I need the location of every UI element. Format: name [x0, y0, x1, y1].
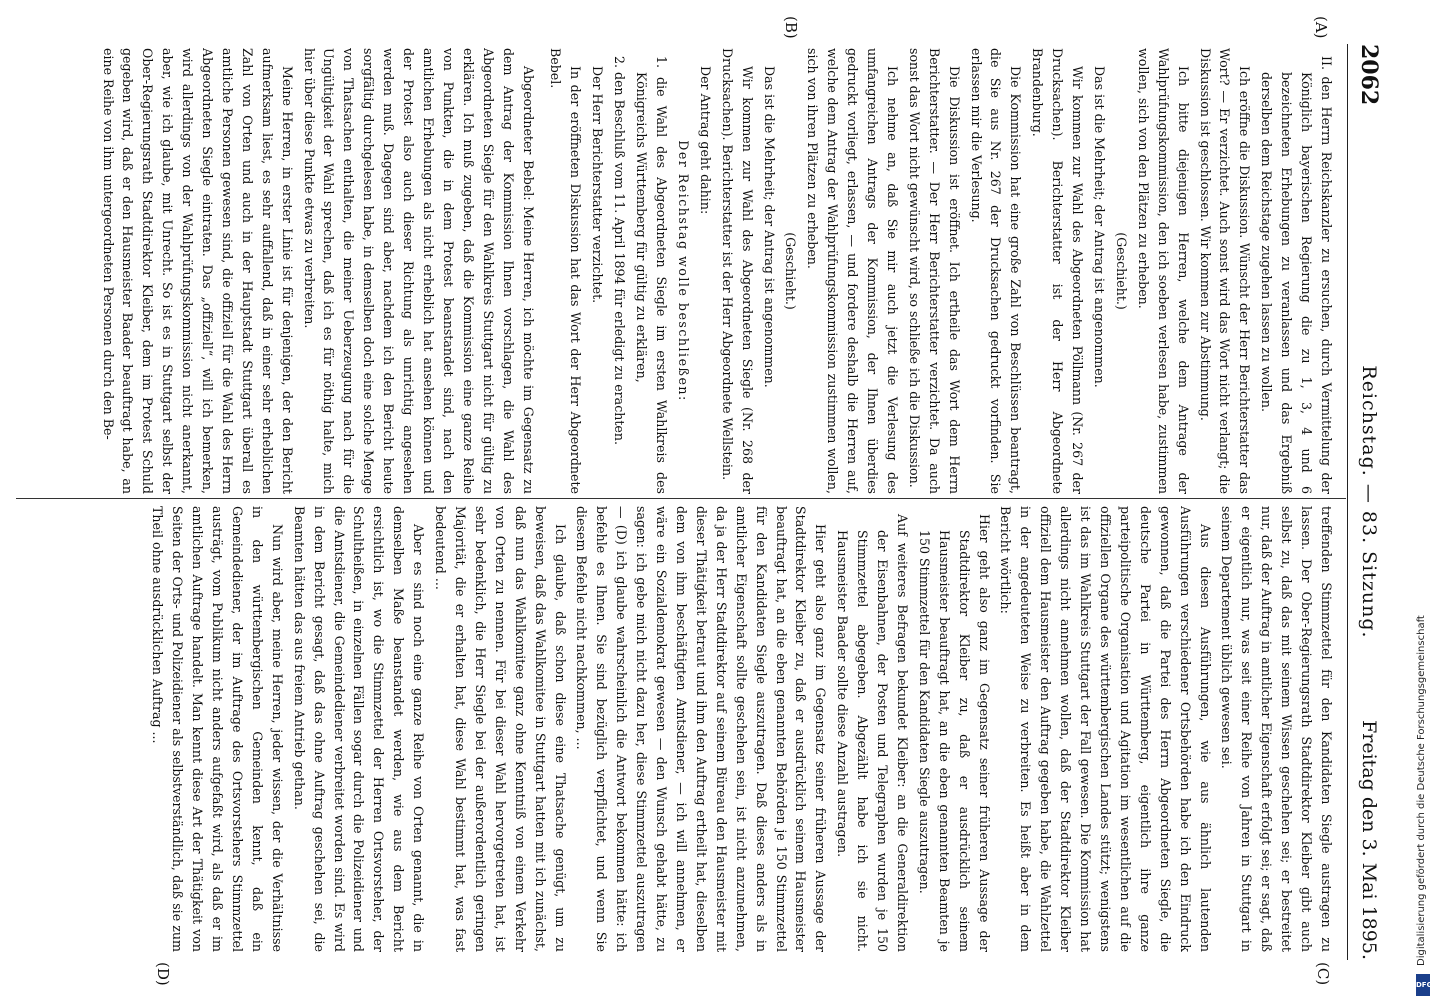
paragraph: Die Diskussion ist eröffnet. Ich ertheile das Wort dem Herrn Berichterstatter. — Der Herr Berichterstatter verzichtet. Da auch sonst das Wort nicht gewünscht wird, so schließe ich die Diskussion.	[906, 48, 962, 494]
paragraph: Der Antrag geht dahin:	[697, 66, 713, 215]
stage-direction: (Geschieht.)	[1113, 232, 1129, 310]
digitization-footer	[1414, 0, 1432, 1000]
margin-marker-d: (D)	[154, 962, 172, 986]
stage-direction: (Geschieht.)	[783, 232, 799, 310]
speech-paragraph: Abgeordneter Bebel: Meine Herren, ich möchte im Gegensatz zu dem Antrag der Kommission Ihnen vorschlagen, die Wahl des Abgeordneten Siegle für den Wahlkreis Stuttgart nicht für gültig zu erklären. Ich muß zugeben, daß die Kommission eine ganze Reihe von Punkten, die in dem Protest beanstandet sind, nach den amtlichen Erhebungen als nicht erheblich hat ansehen können und der Protest also auch dieser Richtung als unrichtig angesehen werden muß. Dagegen sind aber, nachdem ich den Bericht heute sorgfältig durchgelesen habe, in demselben doch eine solche Menge von Thatsachen enthalten, die meiner Ueberzeugung nach für die Ungültigkeit der Wahl sprechen, daß ich es für nöthig halte, mich hier über diese Punkte etwas zu verbreiten.	[301, 48, 536, 494]
margin-marker-b: (B)	[782, 16, 800, 39]
left-column	[36, 48, 1336, 494]
paragraph: Wir kommen zur Wahl des Abgeordneten Pöllmann (Nr. 267 der Drucksachen). Berichterstatter ist der Herr Abgeordnete Brandenburg.	[1030, 48, 1086, 494]
page-title: Reichstag. — 83. Sitzung.	[1358, 365, 1380, 639]
paragraph: Aber es sind noch eine ganze Reihe von Orten genannt, die in demselben Maße beanstandet werden, wie aus dem Bericht ersichtlich ist, wo die Stimmzettel der Herren Ortsvorsteher, der Schultheißen, in einzelnen Fällen sogar durch die Polizeidiener und die Amtsdiener, die Gemeindediener verbreitet worden sind. Es wird in dem Bericht gesagt, daß das ohne Auftrag geschehen sei, die Beamten hätten das aus freiem Antrieb gethan.	[291, 506, 427, 952]
paragraph: Das ist die Mehrheit; der Antrag ist angenommen.	[761, 66, 777, 388]
right-column	[36, 506, 1336, 952]
paragraph: Ich glaube, daß schon diese eine Thatsache genügt, um zu beweisen, daß das Wahlkomitee in Stuttgart hatten mit ich zunächst, daß nun das Wahlkomitee ganz ohne Kenntniß von einem Verkehr von Orten zu nennen. Für bei dieser Wahl hervorgetreten hat, ist sehr bedenklich, die Herr Siegle bei der außerordentlich geringen Majorität, die er erhalten hat, diese Wahl bestimmt hat, was fast bedeutend ...	[433, 506, 568, 952]
paragraph: In der eröffneten Diskussion hat das Wort der Herr Abgeordnete Bebel.	[548, 48, 584, 494]
paragraph: Ich eröffne die Diskussion. Wünscht der Herr Berichterstatter das Wort? — Er verzichtet. Auch sonst wird das Wort nicht verlangt; die Diskussion ist geschlossen. Wir kommen zur Abstimmung.	[1197, 48, 1253, 494]
dfg-logo: DFG	[1416, 974, 1430, 996]
paragraph: Die Kommission hat eine große Zahl von Beschlüssen beantragt, die Sie aus Nr. 267 der Drucksachen gedruckt vorfinden. Sie erlassen mir die Verlesung.	[968, 48, 1024, 494]
paragraph: Ich nehme an, daß Sie mir auch jetzt die Verlesung des umfangreichen Antrags der Kommission, der Ihnen überdies gedruckt vorliegt, erlassen, — und fordere deshalb die Herren auf, welche dem Antrag der Wahlprüfungskommission zustimmen wollen, sich von ihren Plätzen zu erheben.	[805, 48, 900, 494]
motion-heading: Der Reichstag wolle beschließen:	[675, 140, 691, 402]
session-date: Freitag den 3. Mai 1895.	[1358, 720, 1380, 960]
page-header	[1347, 44, 1388, 960]
paragraph: Das ist die Mehrheit; der Antrag ist angenommen.	[1092, 66, 1108, 388]
column-divider	[16, 498, 1346, 499]
paragraph: II. den Herrn Reichskanzler zu ersuchen, durch Vermittelung der Königlich bayerischen Regierung die zu 1, 3, 4 und 6 bezeichneten Erhebungen zu veranlassen und das Ergebniß derselben dem Reichstage zugehen lassen zu wollen.	[1259, 56, 1334, 494]
motion-item: 1. die Wahl des Abgeordneten Siegle im ersten Wahlkreis des Königreichs Württemberg für gültig zu erklären,	[634, 56, 669, 494]
motion-item: 2. den Beschluß vom 11. April 1894 für erledigt zu erachten.	[612, 56, 628, 445]
page-number: 2062	[1356, 44, 1382, 106]
paragraph: treffenden Stimmzettel für den Kandidaten Siegle austragen zu lassen. Der Ober-Regierungsrath Stadtdirektor Kleiber gibt auch selbst zu, daß das mit seinem Wissen geschehen sei; er bestreitet nur, daß der Auftrag in amtlicher Eigenschaft erfolgt sei; er sagt, daß er eigentlich nur, was seit einer Reihe von Jahren in Stuttgart in seinem Departement üblich gewesen sei.	[1219, 506, 1334, 952]
margin-marker-c: (C)	[1314, 962, 1332, 986]
funding-note: Digitalisierung gefördert durch die Deutsche Forschungsgemeinschaft	[1416, 615, 1427, 966]
paragraph: Der Herr Berichterstatter verzichtet.	[590, 66, 606, 304]
quotation: Auf weiteres Befragen bekundet Kleiber: an die Generaldirektion der Eisenbahnen, der Posten und Telegraphen wurden je 150 Stimmzettel abgegeben. Abgezählt habe ich sie nicht. Hausmeister Baader sollte diese Anzahl austragen.	[835, 514, 910, 952]
quotation: Hier geht also ganz im Gegensatz seiner früheren Aussage der Stadtdirektor Kleiber zu, daß er ausdrücklich seinem Hausmeister beauftragt hat, an die eben genannten Beamten je 150 Stimmzettel für den Kandidaten Siegle auszutragen.	[916, 514, 992, 952]
paragraph: Aus diesen Ausführungen, wie aus ähnlich lautenden Ausführungen verschiedener Ortsbehörden habe ich den Eindruck gewonnen, daß die Partei des Herrn Abgeordneten Siegle, die deutsche Partei in Württemberg, eigentlich ihre ganze parteipolitische Organisation und Agitation im wesentlichen auf die offiziellen Organe des württembergischen Landes stützt; wenigstens ist das im Wahlkreis Stuttgart der Fall gewesen. Die Kommission hat allerdings nicht annehmen wollen, daß der Stadtdirektor Kleiber offiziell dem Hausmeister den Auftrag gegeben habe, die Wahlzettel in der angedeuteten Weise zu verbreiten. Es heißt aber in dem Bericht wörtlich:	[998, 506, 1213, 952]
paragraph: Nun wird aber, meine Herren, jeder wissen, der die Verhältnisse in den württembergischen Gemeinden kennt, daß ein Gemeindediener, der im Auftrage des Ortsvorstehers Stimmzettel austrägt, vom Publikum nicht anders aufgefaßt wird, als daß er im amtlichen Auftrage handelt. Man kennt diese Art der Thätigkeit von Seiten der Orts- und Polizeidiener als selbstverständlich, daß sie zum Theil ohne ausdrücklichen Auftrag ...	[150, 506, 285, 952]
margin-marker-a: (A)	[1312, 16, 1330, 39]
paragraph: Wir kommen zur Wahl des Abgeordneten Siegle (Nr. 268 der Drucksachen). Berichterstatter ist der Herr Abgeordnete Wellstein.	[719, 48, 755, 494]
paragraph: Hier geht also ganz im Gegensatz seiner früheren Aussage der Stadtdirektor Kleiber zu, daß er ausdrücklich seinem Hausmeister beauftragt hat, an die eben genannten Behörden je 150 Stimmzettel für den Kandidaten Siegle auszutragen. Daß dieses anders als in amtlicher Eigenschaft sollte geschehen sein, ist nicht anzunehmen, da ja der Herr Stadtdirektor auf seinem Büreau den Hausmeister mit dieser Thätigkeit betraut und ihm den Auftrag ertheilt hat, dieselben dem von ihm beschäftigten Amtsdiener, — ich will annehmen, er wäre ein Sozialdemokrat gewesen — den Wunsch gehabt hätte, zu sagen: ich gebe mich nicht dazu her, diese Stimmzettel auszutragen — (D) ich glaube wahrscheinlich die Antwort bekommen hätte: ich befehle es Ihnen. Sie sind bezüglich verpflichtet, und wenn Sie diesem Befehle nicht nachkommen, ...	[574, 506, 829, 952]
paragraph: Ich bitte diejenigen Herren, welche dem Antrage der Wahlprüfungskommission, den ich soeben verlesen habe, zustimmen wollen, sich von den Plätzen zu erheben.	[1135, 48, 1191, 494]
speech-paragraph: Meine Herren, in erster Linie ist für denjenigen, der den Bericht aufmerksam liest, es sehr auffallend, daß in einer sehr erheblichen Zahl von Orten und auch in der Hauptstadt Stuttgart überall es amtliche Personen gewesen sind, die offiziell für die Wahl des Herrn Abgeordneten Siegle eintraten. Das „offiziell“, will ich bemerken, wird allerdings von der Wahlprüfungskommission nicht anerkannt, aber, wie ich glaube, mit Unrecht. So ist es in Stuttgart selbst der Ober-Regierungsrath Stadtdirektor Kleiber, dem im Protest Schuld gegeben wird, daß er den Hausmeister Baader beauftragt habe, an eine Reihe von ihm untergeordneten Personen durch den Be-	[100, 48, 295, 494]
